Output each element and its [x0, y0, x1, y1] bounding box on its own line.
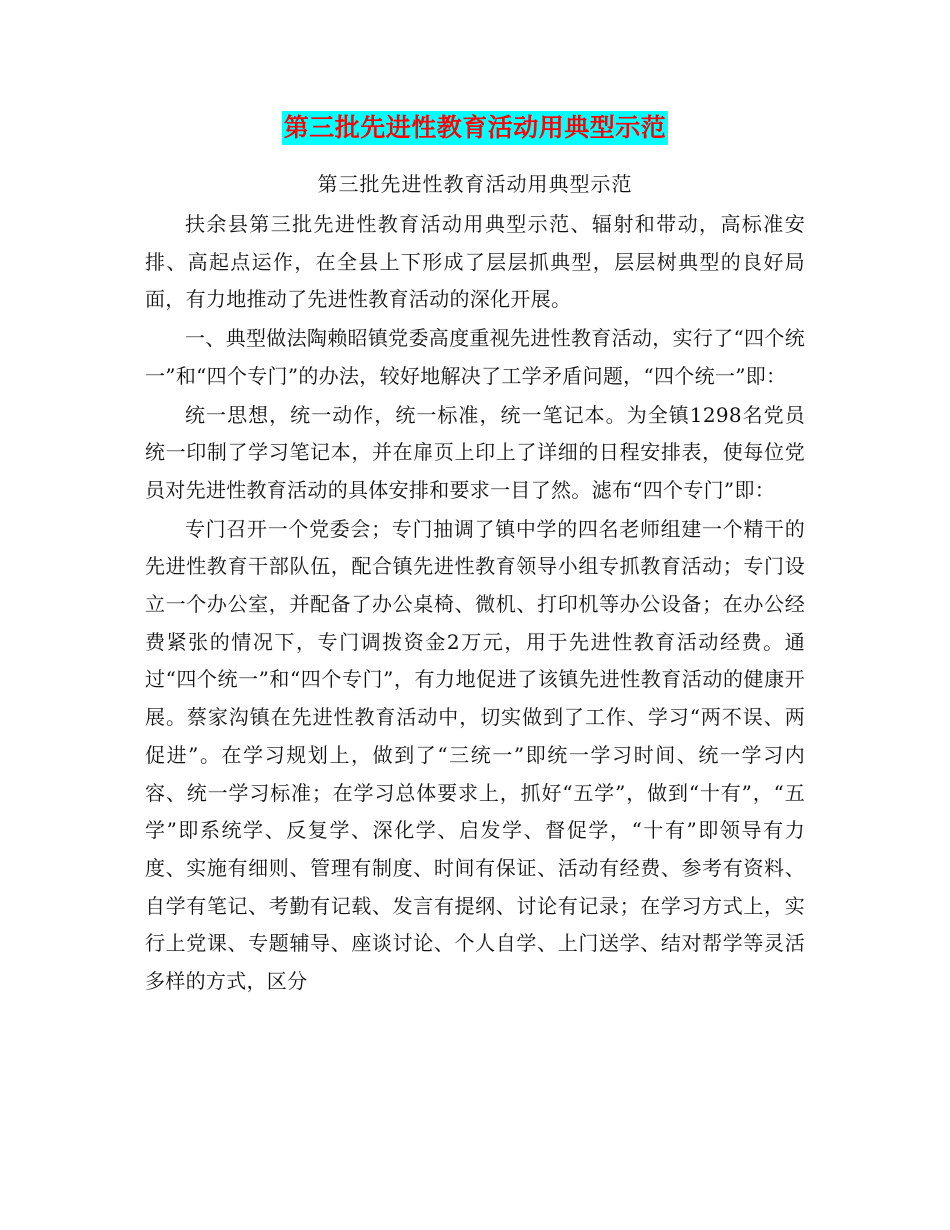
paragraph-intro: 扶余县第三批先进性教育活动用典型示范、辐射和带动，高标准安排、高起点运作，在全县上下形成了层层抓典型，层层树典型的良好局面，有力地推动了先进性教育活动的深化开展。: [145, 212, 805, 312]
document-subtitle: 第三批先进性教育活动用典型示范: [317, 172, 633, 196]
paragraph-four-specials: 专门召开一个党委会；专门抽调了镇中学的四名老师组建一个精干的先进性教育干部队伍，配合镇先进性教育领导小组专抓教育活动；专门设立一个办公室，并配备了办公桌椅、微机、打印机等办公设备；在办公经费紧张的情况下，专门调拨资金2万元，用于先进性教育活动经费。通过“四个统一”和“四个专门”，有力地促进了该镇先进性教育活动的健康开展。蔡家沟镇在先进性教育活动中，切实做到了工作、学习“两不误、两促进”。在学习规划上，做到了“三统一”即统一学习时间、统一学习内容、统一学习标准；在学习总体要求上，抓好“五学”，做到“十有”，“五学”即系统学、反复学、深化学、启发学、督促学，“十有”即领导有力度、实施有细则、管理有制度、时间有保证、活动有经费、参考有资料、自学有笔记、考勤有记载、发言有提纲、讨论有记录；在学习方式上，实行上党课、专题辅导、座谈讨论、个人自学、上门送学、结对帮学等灵活多样的方式，区分: [145, 516, 805, 994]
paragraph-typical-practice: 一、典型做法陶赖昭镇党委高度重视先进性教育活动，实行了“四个统一”和“四个专门”的办法，较好地解决了工学矛盾问题，“四个统一”即：: [145, 326, 805, 388]
paragraph-four-unifications: 统一思想，统一动作，统一标准，统一笔记本。为全镇1298名党员统一印制了学习笔记本，并在扉页上印上了详细的日程安排表，使每位党员对先进性教育活动的具体安排和要求一目了然。滤布“四个专门”即：: [145, 402, 805, 502]
document-body: [145, 206, 805, 1001]
title-container: [0, 111, 950, 145]
document-title: 第三批先进性教育活动用典型示范: [282, 111, 669, 145]
